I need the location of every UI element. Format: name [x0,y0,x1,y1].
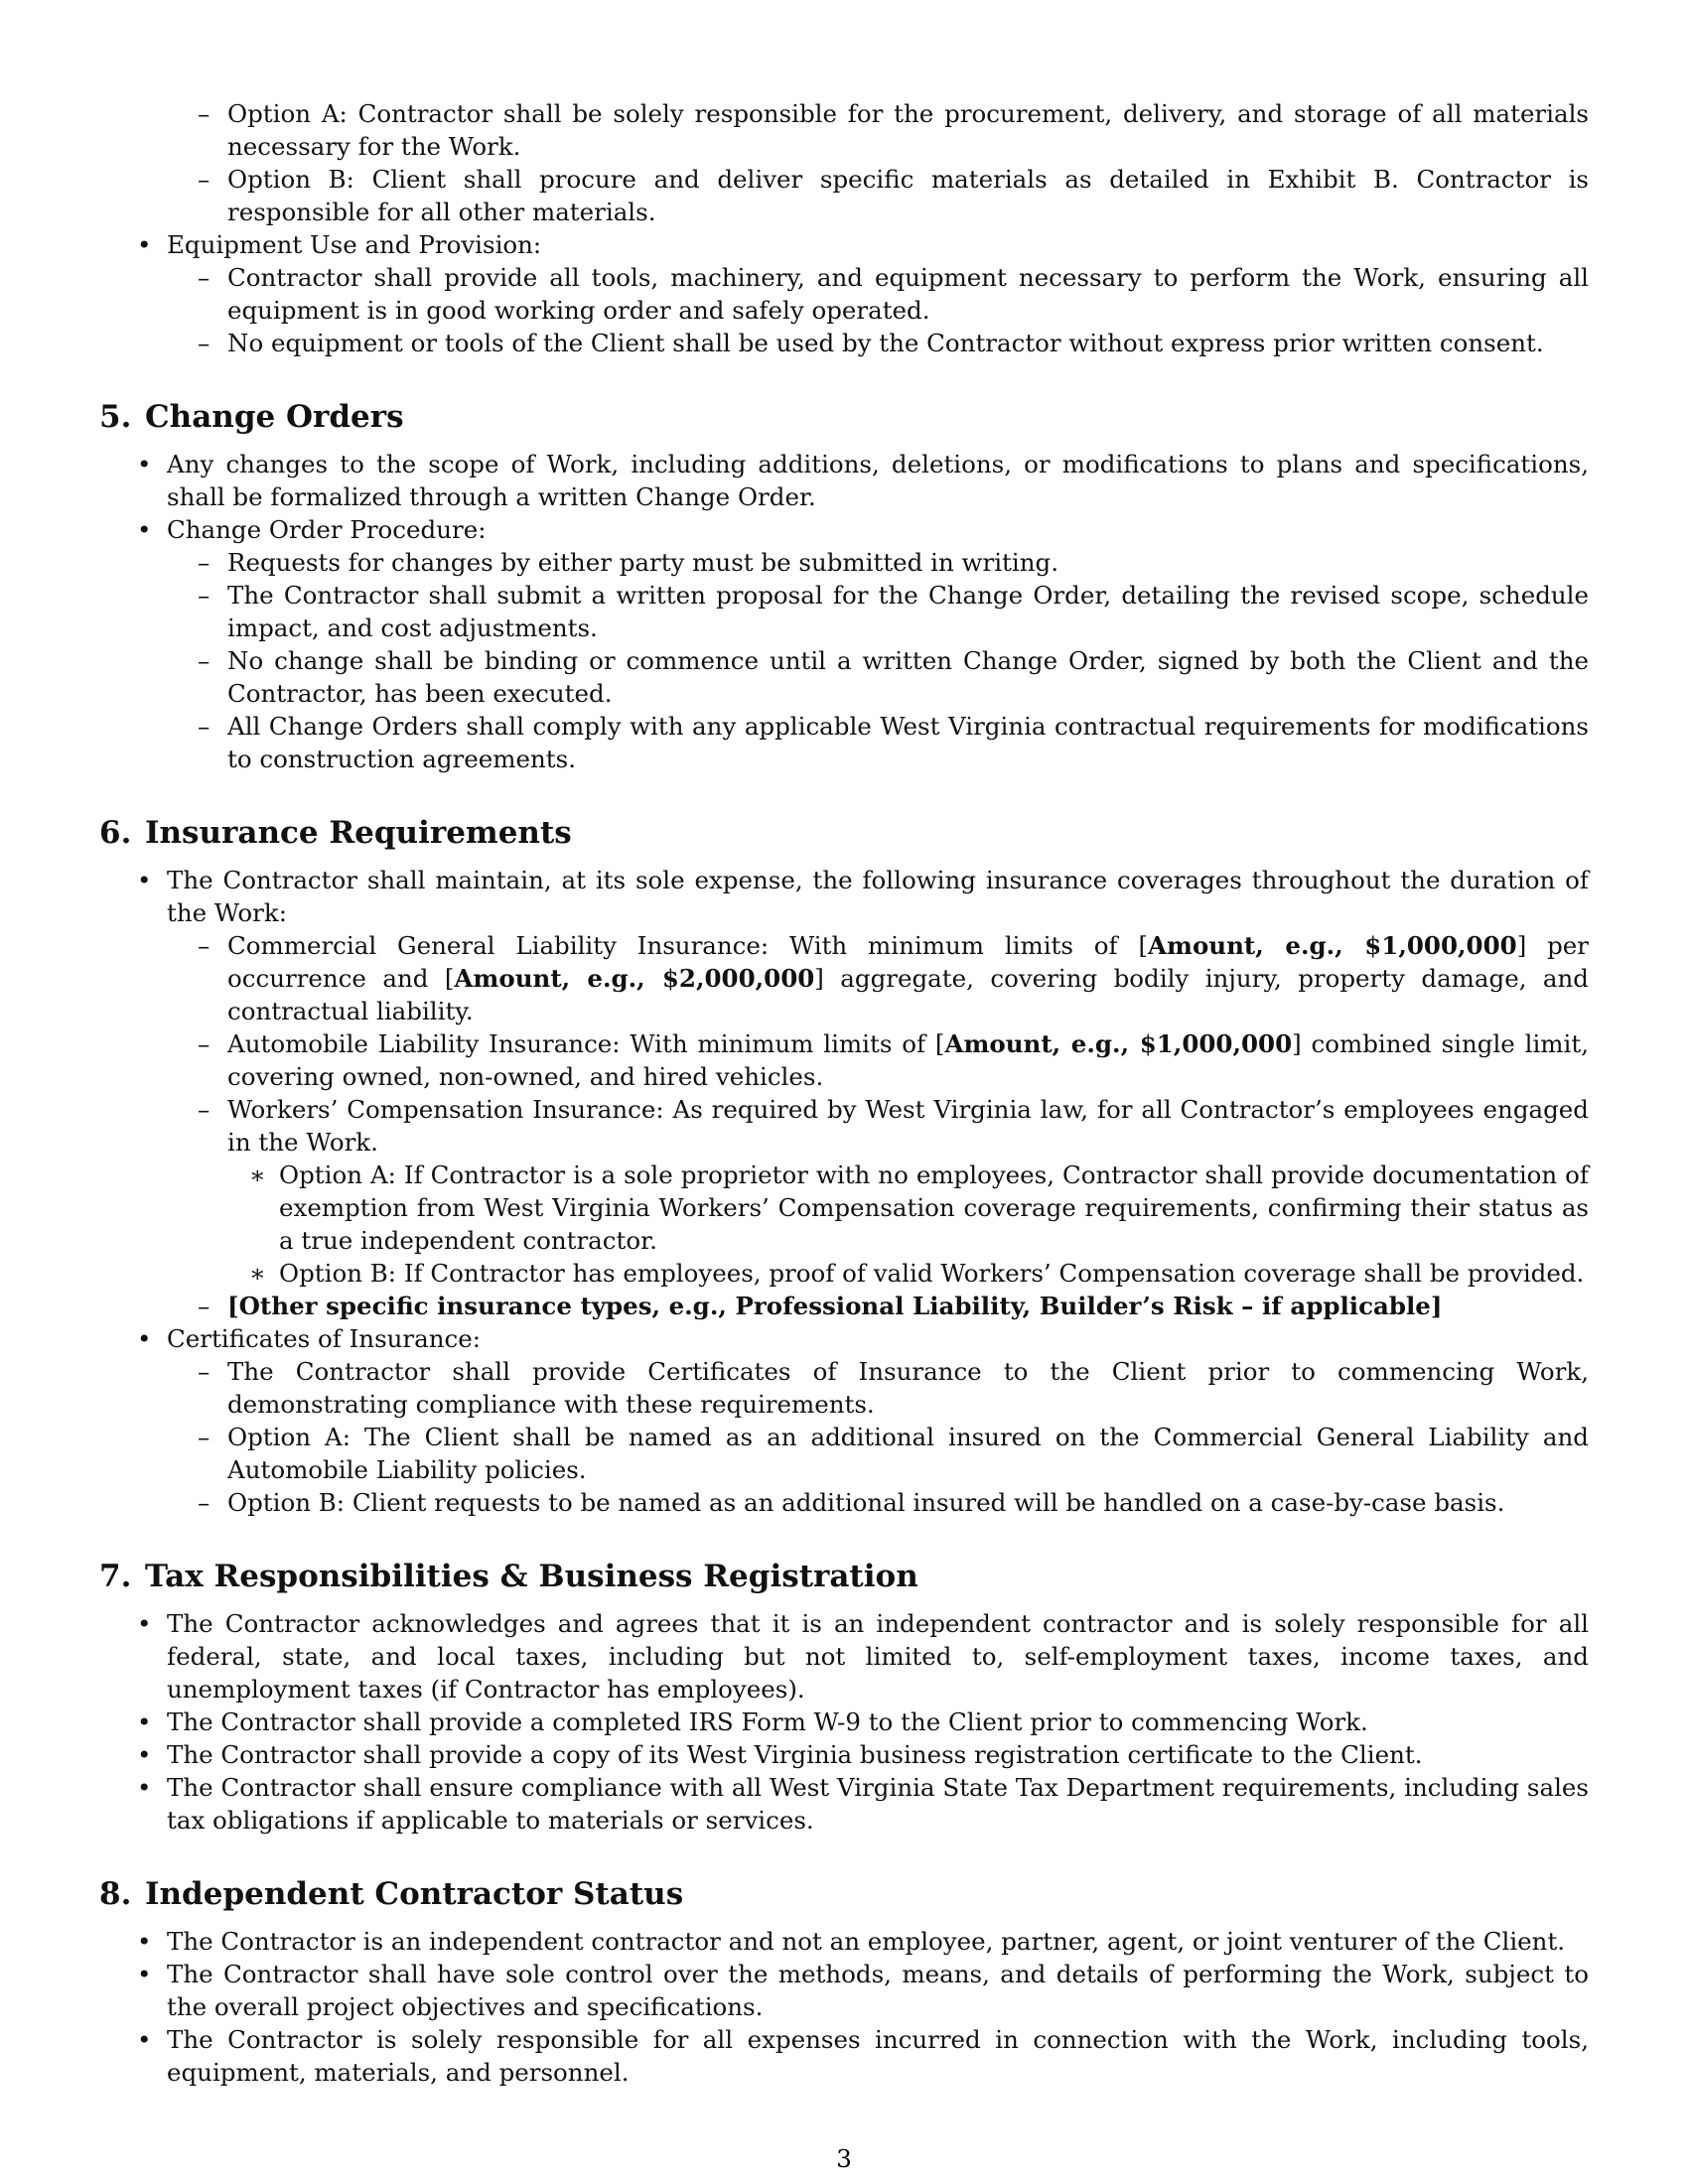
list-item [198,97,1589,163]
section-number: 7. [99,1559,132,1594]
list-item [198,261,1589,327]
list-item [198,579,1589,644]
list-item [249,1159,1589,1257]
section-title: Change Orders [145,399,404,435]
list-item [137,2023,1589,2089]
item-text: Contractor shall provide all tools, machinery, and equipment necessary to perform the Work, ensuring all equipment is in good working order and safely operated. [227,263,1589,325]
list-item [137,448,1589,513]
item-text: The Contractor is solely responsible for all expenses incurred in connection with the Work, including tools, equipment, materials, and personnel. [167,2025,1589,2087]
item-text [227,1292,1442,1320]
dot-bullet: • [137,2025,152,2054]
insurance-placeholder: Other specific insurance types, e.g., Professional Liability, Builder’s Risk – if applicable [238,1292,1431,1320]
item-text: All Change Orders shall comply with any applicable West Virginia contractual requirements for modifications to construction agreements. [227,712,1589,773]
list-item [137,513,1589,546]
list-item [198,1486,1589,1519]
item-text: Equipment Use and Provision: [167,230,542,259]
dash-bullet: – [198,329,211,357]
list-item [198,1027,1589,1093]
item-text: Option A: Contractor shall be solely responsible for the procurement, delivery, and storage of all materials necessary for the Work. [227,99,1589,161]
section-number: 8. [99,1876,132,1912]
list-item [137,228,1589,261]
text-run: Commercial General Liability Insurance: With minimum limits of [ [227,931,1149,960]
list-item [198,1421,1589,1486]
item-text: The Contractor shall provide a copy of its West Virginia business registration certificate to the Client. [167,1740,1423,1769]
item-text: No change shall be binding or commence until a written Change Order, signed by both the Client and the Contractor, has been executed. [227,646,1589,708]
dash-bullet: – [198,1292,211,1320]
item-text [227,1029,1589,1091]
dash-bullet: – [198,1095,211,1124]
page-number: 3 [836,2144,852,2173]
dash-bullet: – [198,1423,211,1451]
item-text: The Contractor shall provide Certificates of Insurance to the Client prior to commencing Work, demonstrating compliance with these requirements. [227,1357,1589,1419]
item-text: Option B: Client requests to be named as an additional insured will be handled on a case-by-case basis. [227,1488,1505,1517]
star-bullet: ∗ [249,1160,266,1189]
list-item [198,929,1589,1027]
dot-bullet: • [137,515,152,544]
list-item [198,1093,1589,1159]
item-text: The Contractor shall provide a completed IRS Form W-9 to the Client prior to commencing Work. [167,1707,1368,1736]
list-item [137,1738,1589,1771]
text-run: ] combined single limit, covering owned, non-owned, and hired vehicles. [227,1029,1589,1091]
section-heading-tax [99,1557,1589,1596]
dash-bullet: – [198,165,211,194]
list-item [198,163,1589,228]
list-item [198,644,1589,710]
section-heading-independent-contractor [99,1874,1589,1914]
dot-bullet: • [137,1609,152,1638]
amount-placeholder: Amount, e.g., $1,000,000 [1148,931,1517,960]
dot-bullet: • [137,1707,152,1736]
item-text: Option B: Client shall procure and deliver specific materials as detailed in Exhibit B. Contractor is responsible for all other materials. [227,165,1589,226]
section-number: 6. [99,815,132,851]
item-text: Workers’ Compensation Insurance: As required by West Virginia law, for all Contractor’s employees engaged in the Work. [227,1095,1589,1157]
item-text: The Contractor shall maintain, at its sole expense, the following insurance coverages throughout the duration of the Work: [167,866,1589,927]
dash-bullet: – [198,1029,211,1058]
section-number: 5. [99,399,132,435]
dot-bullet: • [137,1324,152,1353]
item-text: Option B: If Contractor has employees, proof of valid Workers’ Compensation coverage shall be provided. [279,1259,1585,1288]
dash-bullet: – [198,99,211,128]
item-text: Certificates of Insurance: [167,1324,481,1353]
list-item [249,1257,1589,1290]
list-item [198,1290,1589,1322]
item-text: Change Order Procedure: [167,515,487,544]
item-text [227,931,1589,1025]
dash-bullet: – [198,646,211,675]
dash-bullet: – [198,581,211,610]
dot-bullet: • [137,866,152,894]
dash-bullet: – [198,1357,211,1386]
dash-bullet: – [198,1488,211,1517]
list-item [137,1607,1589,1706]
item-text: No equipment or tools of the Client shall be used by the Contractor without express prior written consent. [227,329,1544,357]
list-item [137,1322,1589,1355]
section-title: Tax Responsibilities & Business Registration [145,1559,918,1594]
list-item [137,1925,1589,1958]
text-run: ] aggregate, covering bodily injury, property damage, and contractual liability. [227,964,1589,1025]
text-run: Automobile Liability Insurance: With minimum limits of [ [227,1029,945,1058]
list-item [137,1771,1589,1837]
item-text: The Contractor shall have sole control over the methods, means, and details of performing the Work, subject to the overall project objectives and specifications. [167,1960,1589,2021]
list-item [198,546,1589,579]
amount-placeholder: Amount, e.g., $2,000,000 [454,964,815,993]
item-text: Option A: If Contractor is a sole proprietor with no employees, Contractor shall provide documentation of exemption from West Virginia Workers’ Compensation coverage requirements, confirming their status as a true independent contractor. [279,1160,1589,1255]
list-item [198,327,1589,359]
list-item [198,710,1589,775]
section-title: Independent Contractor Status [145,1876,684,1912]
list-item [198,1355,1589,1421]
section-title: Insurance Requirements [145,815,572,851]
item-text: The Contractor shall submit a written proposal for the Change Order, detailing the revised scope, schedule impact, and cost adjustments. [227,581,1589,642]
section-heading-insurance [99,813,1589,853]
item-text: The Contractor is an independent contractor and not an employee, partner, agent, or joint venturer of the Client. [167,1927,1566,1956]
dot-bullet: • [137,1960,152,1988]
dot-bullet: • [137,1773,152,1802]
list-item [137,1706,1589,1738]
star-bullet: ∗ [249,1259,266,1288]
item-text: The Contractor shall ensure compliance with all West Virginia State Tax Department requirements, including sales tax obligations if applicable to materials or services. [167,1773,1589,1835]
amount-placeholder: Amount, e.g., $1,000,000 [944,1029,1293,1058]
list-item [137,864,1589,929]
dot-bullet: • [137,450,152,478]
item-text: Option A: The Client shall be named as an additional insured on the Commercial General Liability and Automobile Liability policies. [227,1423,1589,1484]
dash-bullet: – [198,263,211,292]
list-item [137,1958,1589,2023]
text-run: ] per occurrence and [ [227,931,1589,993]
item-text: The Contractor acknowledges and agrees that it is an independent contractor and is solely responsible for all federal, state, and local taxes, including but not limited to, self-employment taxes, income taxes, and unemployment taxes (if Contractor has employees). [167,1609,1589,1704]
bracket: [ [227,1292,239,1320]
document-page [99,97,1589,2089]
dot-bullet: • [137,1740,152,1769]
section-heading-change-orders [99,397,1589,437]
item-text: Any changes to the scope of Work, including additions, deletions, or modifications to plans and specifications, shall be formalized through a written Change Order. [167,450,1589,511]
dash-bullet: – [198,931,211,960]
dot-bullet: • [137,230,152,259]
dash-bullet: – [198,548,211,577]
bracket: ] [1430,1292,1443,1320]
dash-bullet: – [198,712,211,741]
item-text: Requests for changes by either party must be submitted in writing. [227,548,1058,577]
dot-bullet: • [137,1927,152,1956]
